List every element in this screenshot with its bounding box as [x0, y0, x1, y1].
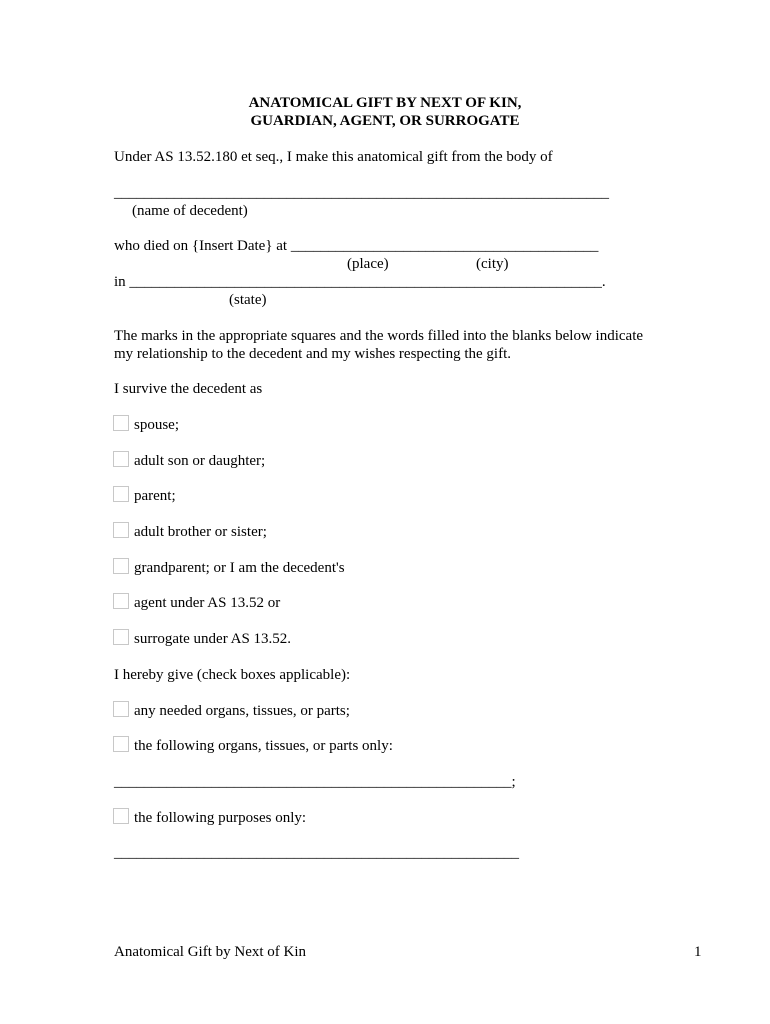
marks-paragraph-line-1: The marks in the appropriate squares and the words filled into the blanks below indicate [114, 328, 644, 344]
survive-heading: I survive the decedent as [114, 381, 263, 397]
parent-checkbox[interactable] [113, 486, 129, 502]
spouse-label: spouse; [134, 417, 179, 433]
following-organs-checkbox[interactable] [113, 736, 129, 752]
following-organs-label: the following organs, tissues, or parts only: [134, 738, 393, 754]
place-label: (place) [347, 256, 389, 272]
document-title-line-2: GUARDIAN, AGENT, OR SURROGATE [250, 113, 520, 129]
grandparent-checkbox[interactable] [113, 558, 129, 574]
spouse-checkbox[interactable] [113, 415, 129, 431]
footer-title: Anatomical Gift by Next of Kin [114, 944, 307, 960]
sibling-label: adult brother or sister; [134, 524, 267, 540]
death-date-place-line[interactable]: who died on {Insert Date} at _________________________________________ [114, 238, 599, 254]
intro-text: Under AS 13.52.180 et seq., I make this anatomical gift from the body of [114, 149, 553, 165]
adult-child-checkbox[interactable] [113, 451, 129, 467]
agent-label: agent under AS 13.52 or [134, 595, 281, 611]
state-line[interactable]: in _______________________________________________________________. [114, 274, 606, 290]
any-needed-label: any needed organs, tissues, or parts; [134, 703, 350, 719]
agent-checkbox[interactable] [113, 593, 129, 609]
marks-paragraph-line-2: my relationship to the decedent and my wishes respecting the gift. [114, 346, 511, 362]
decedent-name-label: (name of decedent) [132, 203, 248, 219]
city-label: (city) [476, 256, 509, 272]
decedent-name-line[interactable]: __________________________________________________________________ [114, 185, 609, 201]
surrogate-label: surrogate under AS 13.52. [134, 631, 292, 647]
page-number: 1 [694, 944, 702, 960]
grandparent-label: grandparent; or I am the decedent's [134, 560, 345, 576]
adult-child-label: adult son or daughter; [134, 453, 266, 469]
state-label: (state) [229, 292, 267, 308]
document-title-line-1: ANATOMICAL GIFT BY NEXT OF KIN, [248, 95, 522, 111]
organs-blank-line[interactable]: _____________________________________________________; [114, 774, 516, 790]
give-heading: I hereby give (check boxes applicable): [114, 667, 351, 683]
purposes-checkbox[interactable] [113, 808, 129, 824]
sibling-checkbox[interactable] [113, 522, 129, 538]
purposes-blank-line[interactable]: ______________________________________________________ [114, 845, 519, 861]
purposes-label: the following purposes only: [134, 810, 307, 826]
any-needed-checkbox[interactable] [113, 701, 129, 717]
surrogate-checkbox[interactable] [113, 629, 129, 645]
parent-label: parent; [134, 488, 176, 504]
